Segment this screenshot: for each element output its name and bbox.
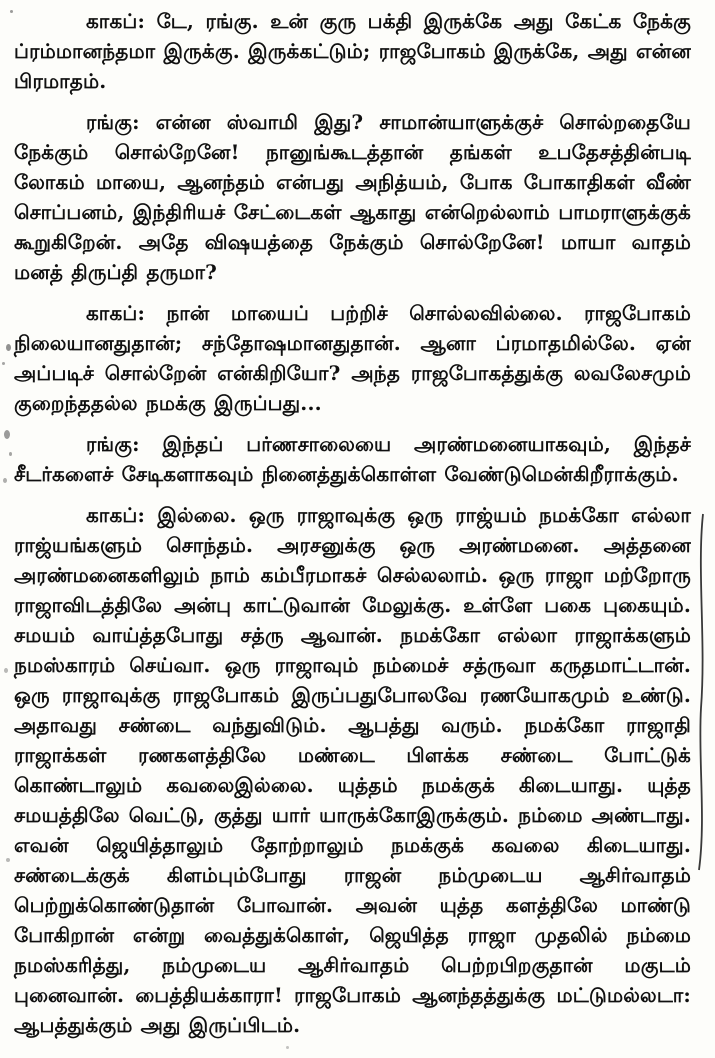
dialogue-text-block: [14, 6, 691, 1051]
dialogue-text: இல்லை. ஒரு ராஜாவுக்கு ஒரு ராஜ்யம் நமக்கோ எல்லா ராஜ்யங்களும் சொந்தம். அரசனுக்கு ஒரு அரண்மனை. அத்தனை அரண்மனைகளிலும் நாம் கம்பீரமாகச் செல்லலாம். ஒரு ராஜா மற்றோரு ராஜாவிடத்திலே அன்பு காட்டுவான் மேலுக்கு. உள்ளே பகை புகையும். சமயம் வாய்த்தபோது சத்ரு ஆவான். நமக்கோ எல்லா ராஜாக்களும் நமஸ்காரம் செய்வா. ஒரு ராஜாவும் நம்மைச் சத்ருவா கருதமாட்டான். ஒரு ராஜாவுக்கு ராஜபோகம் இருப்பதுபோலவே ரணயோகமும் உண்டு. அதாவது சண்டை வந்துவிடும். ஆபத்து வரும். நமக்கோ ராஜாதி ராஜாக்கள் ரணகளத்திலே மண்டை பிளக்க சண்டை போட்டுக் கொண்டாலும் கவலைஇல்லை. யுத்தம் நமக்குக் கிடையாது. யுத்த சமயத்திலே வெட்டு, குத்து யார் யாருக்கோஇருக்கும். நம்மை அண்டாது. எவன் ஜெயித்தாலும் தோற்றாலும் நமக்குக் கவலை கிடையாது. சண்டைக்குக் கிளம்பும்போது ராஜன் நம்முடைய ஆசிர்வாதம் பெற்றுக்கொண்டுதான் போவான். அவன் யுத்த களத்திலே மாண்டு போகிறான் என்று வைத்துக்கொள், ஜெயித்த ராஜா முதலில் நம்மை நமஸ்கரித்து, நம்முடைய ஆசிர்வாதம் பெற்றபிறகுதான் மகுடம் புனைவான். பைத்தியக்காரா! ராஜபோகம் ஆனந்தத்துக்கு மட்டுமல்லடா: ஆபத்துக்கும் அது இருப்பிடம்.: [14, 503, 692, 1037]
scan-speckle: [6, 858, 10, 862]
dialogue-text: என்ன ஸ்வாமி இது? சாமான்யாளுக்குச் சொல்றதையே நேக்கும் சொல்றேனே! நானுங்கூடத்தான் தங்கள் உபதேசத்தின்படி லோகம் மாயை, ஆனந்தம் என்பது அநித்யம், போக போகாதிகள் வீண் சொப்பனம், இந்திரியச் சேட்டைகள் ஆகாது என்றெல்லாம் பாமராளுக்குக் கூறுகிறேன். அதே விஷயத்தை நேக்கும் சொல்றேனே! மாயா வாதம் மனத் திருப்தி தருமா?: [14, 110, 691, 284]
scan-speckle: [4, 430, 10, 439]
speaker-name: ரங்கு:: [86, 432, 140, 456]
dialogue-paragraph: [14, 298, 691, 418]
scan-speckle: [6, 344, 11, 351]
dialogue-paragraph: [14, 107, 691, 287]
scan-speckle: [3, 478, 7, 483]
speaker-name: காகப்:: [86, 503, 146, 527]
scan-speckle: [4, 668, 8, 673]
dialogue-paragraph: [14, 429, 691, 489]
scan-artifact-page-curl: [694, 512, 710, 874]
scan-speckle: [2, 362, 5, 365]
dialogue-paragraph: [14, 500, 691, 1040]
dialogue-text: இந்தப் பர்ணசாலையை அரண்மனையாகவும், இந்தச் சீடர்களைச் சேடிகளாகவும் நினைத்துக்கொள்ள வேண்டுமென்கிறீராக்கும்.: [14, 432, 691, 486]
dialogue-paragraph: [14, 6, 691, 96]
scan-speckle: [10, 10, 13, 13]
dialogue-text: டே, ரங்கு. உன் குரு பக்தி இருக்கே அது கேட்க நேக்கு ப்ரம்மானந்தமா இருக்கு. இருக்கட்டும்; ராஜபோகம் இருக்கே, அது என்ன பிரமாதம்.: [14, 9, 691, 93]
speaker-name: காகப்:: [86, 301, 146, 325]
speaker-name: ரங்கு:: [86, 110, 140, 134]
scan-speckle: [9, 452, 12, 456]
dialogue-text: நான் மாயைப் பற்றிச் சொல்லவில்லை. ராஜபோகம் நிலையானதுதான்; சந்தோஷமானதுதான். ஆனா ப்ரமாதமில்லே. ஏன் அப்படிச் சொல்றேன் என்கிறியோ? அந்த ராஜபோகத்துக்கு லவலேசமும் குறைந்ததல்ல நமக்கு இருப்பது...: [14, 301, 691, 415]
speaker-name: காகப்:: [86, 9, 146, 33]
